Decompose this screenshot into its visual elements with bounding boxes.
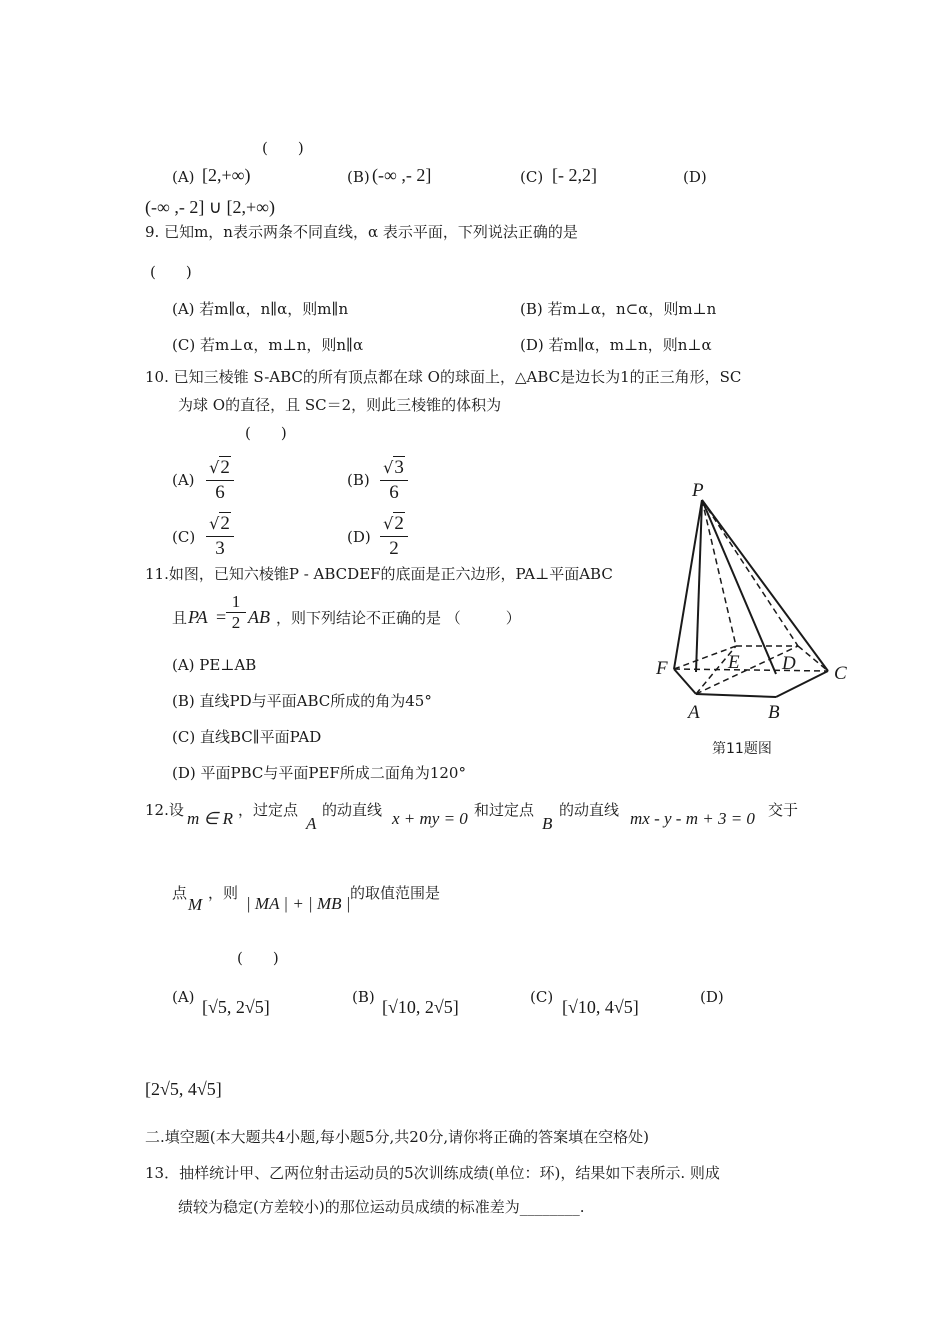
q10-option-a-label: (A) [172, 471, 195, 489]
q12-number: 12.设 [145, 801, 184, 819]
q9-option-d: (D) 若m∥α，m⊥n，则n⊥α [520, 336, 712, 354]
q12-m-in-r: m ∈ R [187, 809, 233, 828]
q12-answer-paren: ( ) [237, 949, 279, 967]
q11-option-a: (A) PE⊥AB [172, 656, 257, 674]
q11-option-c: (C) 直线BC∥平面PAD [172, 728, 322, 746]
q10-option-b-denominator: 6 [389, 482, 399, 503]
vertex-f-label: F [656, 658, 668, 679]
q9-stem: 9. 已知m，n表示两条不同直线，α 表示平面，下列说法正确的是 [145, 223, 578, 241]
q12-option-b-label: (B) [352, 988, 375, 1006]
q10-option-b-fraction: √3 6 [376, 456, 412, 505]
q12-text-8: 的取值范围是 [350, 884, 441, 902]
q10-option-c-numerator: 2 [220, 513, 230, 534]
q12-point-b: B [542, 814, 553, 833]
q12-text-6: 点 [172, 884, 188, 902]
q11-option-b: (B) 直线PD与平面ABC所成的角为45° [172, 692, 432, 710]
q12-text-1: ，过定点 [238, 801, 299, 819]
q9-option-a: (A) 若m∥α，n∥α，则m∥n [172, 300, 349, 318]
q12-point-a: A [306, 814, 317, 833]
q12-option-d-label: (D) [700, 988, 724, 1006]
q8-option-a-label: (A) [172, 168, 195, 186]
q12-point-m: M [188, 895, 203, 914]
q11-stem-line1: 11.如图，已知六棱锥P - ABCDEF的底面是正六边形，PA⊥平面ABC [145, 565, 613, 583]
q11-ab: AB [248, 607, 270, 627]
pyramid-diagram [648, 478, 858, 768]
vertex-e-label: E [728, 652, 740, 673]
q12-expression: | MA | + | MB | [246, 894, 351, 913]
q12-text-2: 的动直线 [322, 801, 383, 819]
vertex-p-label: P [692, 480, 704, 501]
vertex-b-label: B [768, 702, 780, 723]
section-2-title: 二.填空题(本大题共4小题,每小题5分,共20分,请你将正确的答案填在空格处) [145, 1128, 649, 1146]
q8-option-c-value: [- 2,2] [552, 165, 597, 185]
q12-line-2: mx - y - m + 3 = 0 [630, 809, 755, 828]
q13-line2: 绩较为稳定(方差较小)的那位运动员成绩的标准差为________. [178, 1198, 585, 1216]
q11-half-fraction [222, 592, 250, 633]
q12-text-4: 的动直线 [559, 801, 620, 819]
q12-text-3: 和过定点 [474, 801, 535, 819]
q8-answer-paren: ( ) [262, 139, 304, 157]
q10-option-d-numerator: 2 [394, 513, 404, 534]
q9-answer-paren: ( ) [150, 263, 192, 281]
q8-option-d-label: (D) [683, 168, 707, 186]
q10-option-d-label: (D) [347, 528, 371, 546]
q8-option-b-label: (B) [347, 168, 370, 186]
q10-stem-line2: 为球 O的直径，且 SC＝2，则此三棱锥的体积为 [178, 396, 502, 414]
q10-option-a-numerator: 2 [220, 457, 230, 478]
q11-equals: = [216, 607, 227, 627]
q11-frac-numerator: 1 [231, 592, 241, 611]
q12-option-c-value: [√10, 4√5] [562, 997, 639, 1017]
q10-option-b-label: (B) [347, 471, 370, 489]
vertex-c-label: C [834, 663, 847, 684]
q12-text-5: 交于 [768, 801, 799, 819]
q10-option-c-denominator: 3 [215, 538, 225, 559]
q12-text-7: ，则 [208, 884, 239, 902]
q11-stem-suffix: ，则下列结论不正确的是 （ ） [276, 609, 521, 627]
q10-option-a-denominator: 6 [215, 482, 225, 503]
q10-option-b-numerator: 3 [394, 457, 404, 478]
q9-option-b: (B) 若m⊥α，n⊂α，则m⊥n [520, 300, 717, 318]
q9-option-c: (C) 若m⊥α，m⊥n，则n∥α [172, 336, 364, 354]
q12-option-a-value: [√5, 2√5] [202, 997, 270, 1017]
q11-frac-denominator: 2 [231, 613, 241, 632]
q12-option-c-label: (C) [530, 988, 554, 1006]
vertex-a-label: A [688, 702, 700, 723]
q13-line1: 13．抽样统计甲、乙两位射击运动员的5次训练成绩(单位：环)，结果如下表所示. 则成 [145, 1164, 720, 1182]
q11-pa: PA [188, 607, 208, 627]
q10-option-c-fraction: √2 3 [202, 512, 238, 561]
q11-figure-caption: 第11题图 [712, 741, 772, 757]
q10-option-d-fraction: √2 2 [376, 512, 412, 561]
q12-option-a-label: (A) [172, 988, 195, 1006]
q11-option-d: (D) 平面PBC与平面PEF所成二面角为120° [172, 764, 466, 782]
q10-option-d-denominator: 2 [389, 538, 399, 559]
q10-answer-paren: ( ) [245, 424, 287, 442]
q8-option-d-value: (-∞ ,- 2] ∪ [2,+∞) [145, 197, 275, 217]
q8-option-b-value: (-∞ ,- 2] [372, 165, 432, 185]
q10-option-c-label: (C) [172, 528, 196, 546]
q10-option-a-fraction: √2 6 [202, 456, 238, 505]
vertex-d-label: D [782, 653, 796, 674]
q12-option-d-value: [2√5, 4√5] [145, 1079, 222, 1099]
q11-pyramid-figure [648, 478, 858, 772]
q10-stem-line1: 10. 已知三棱锥 S-ABC的所有顶点都在球 O的球面上，△ABC是边长为1的正三角形，SC [145, 368, 742, 386]
q11-stem-prefix: 且 [172, 609, 188, 627]
q8-option-c-label: (C) [520, 168, 544, 186]
q12-line-1: x + my = 0 [392, 809, 468, 828]
q12-option-b-value: [√10, 2√5] [382, 997, 459, 1017]
q8-option-a-value: [2,+∞) [202, 165, 251, 185]
